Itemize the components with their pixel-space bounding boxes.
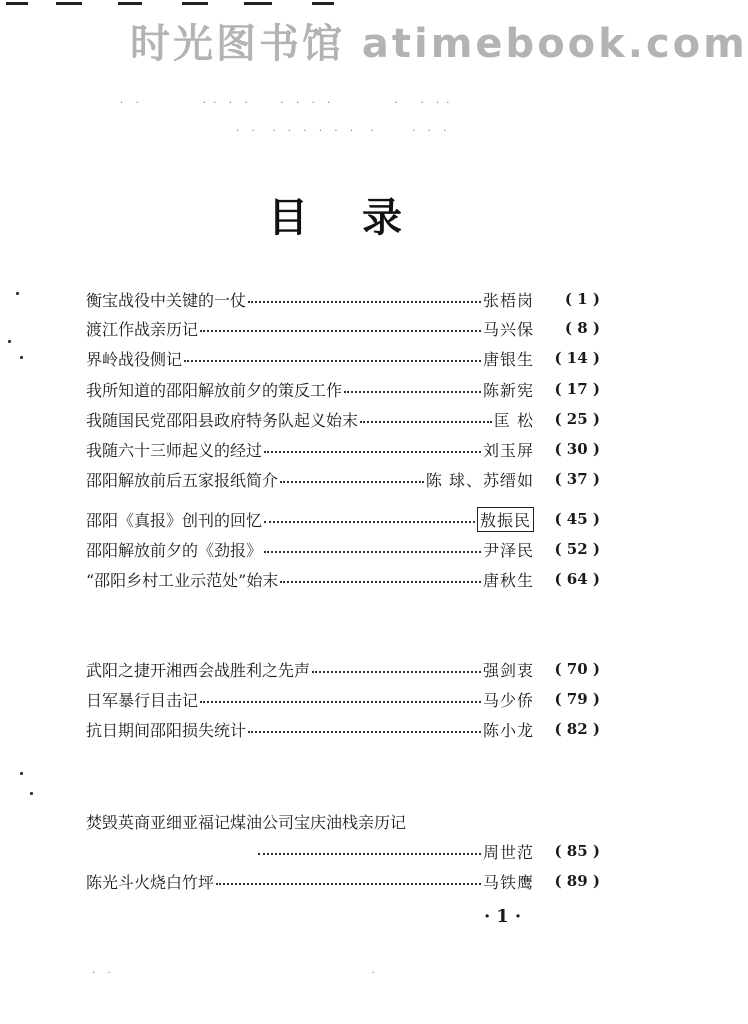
toc-entry bbox=[86, 466, 600, 492]
entry-title: 我随六十三师起义的经过 bbox=[86, 440, 263, 460]
toc-entry bbox=[86, 686, 600, 712]
page-number bbox=[484, 906, 527, 927]
entry-author: 陈新宪 bbox=[482, 380, 534, 400]
toc-entry bbox=[86, 376, 600, 402]
entry-page: ( 17 ) bbox=[554, 380, 600, 398]
entry-author: 尹泽民 bbox=[482, 540, 534, 560]
toc-entry bbox=[86, 315, 600, 341]
entry-page: ( 30 ) bbox=[554, 440, 600, 458]
entry-title: 渡江作战亲历记 bbox=[86, 319, 199, 339]
toc-entry bbox=[86, 868, 600, 894]
entry-page: ( 89 ) bbox=[554, 872, 600, 890]
entry-page: ( 82 ) bbox=[554, 720, 600, 738]
page-number-dash: · bbox=[484, 906, 497, 927]
watermark: 时光图书馆 atimebook.com bbox=[130, 21, 748, 67]
entry-author: 敖振民 bbox=[477, 507, 534, 532]
entry-author: 马兴保 bbox=[482, 319, 534, 339]
toc-entry bbox=[86, 506, 600, 532]
entry-title: 武阳之捷开湘西会战胜利之先声 bbox=[86, 660, 311, 680]
entry-author: 唐银生 bbox=[482, 349, 534, 369]
leader-dots bbox=[200, 701, 481, 703]
entry-page: ( 8 ) bbox=[564, 319, 600, 337]
page-number-dash: · bbox=[514, 906, 528, 927]
leader-dots bbox=[248, 301, 481, 303]
entry-title: 衡宝战役中关键的一仗 bbox=[86, 290, 247, 310]
page-title: 目录 bbox=[268, 194, 456, 241]
entry-author: 陈 球、苏缙如 bbox=[425, 470, 534, 490]
entry-page: ( 1 ) bbox=[564, 290, 600, 308]
entry-page: ( 64 ) bbox=[554, 570, 600, 588]
entry-author: 张梧岗 bbox=[482, 290, 534, 310]
entry-page: ( 70 ) bbox=[554, 660, 600, 678]
toc-entry bbox=[86, 536, 600, 562]
leader-dots bbox=[280, 581, 481, 583]
entry-title: 抗日期间邵阳损失统计 bbox=[86, 720, 247, 740]
margin-mark bbox=[8, 340, 11, 343]
entry-author: 马少侨 bbox=[482, 690, 534, 710]
entry-title: 陈光斗火烧白竹坪 bbox=[86, 872, 215, 892]
toc-entry bbox=[86, 566, 600, 592]
entry-title: 界岭战役侧记 bbox=[86, 349, 183, 369]
entry-author: 陈小龙 bbox=[482, 720, 534, 740]
toc-entry bbox=[86, 436, 600, 462]
entry-author: 周世范 bbox=[482, 842, 534, 862]
entry-author: 匡 松 bbox=[493, 410, 534, 430]
entry-page: ( 45 ) bbox=[554, 510, 600, 528]
leader-dots bbox=[248, 731, 481, 733]
scan-speckles: · · · bbox=[92, 968, 377, 979]
entry-title: 日军暴行目击记 bbox=[86, 690, 199, 710]
page-number-value: 1 bbox=[496, 906, 515, 927]
toc-entry bbox=[86, 838, 600, 864]
toc-entry bbox=[86, 716, 600, 742]
leader-dots bbox=[280, 481, 424, 483]
margin-mark bbox=[16, 292, 19, 295]
entry-title: “邵阳乡村工业示范处”始末 bbox=[86, 570, 279, 590]
leader-dots bbox=[264, 451, 481, 453]
scan-speckles: · · · · · · · · · · · · · · bbox=[120, 98, 452, 109]
top-edge-marks bbox=[0, 0, 674, 8]
entry-page: ( 85 ) bbox=[554, 842, 600, 860]
leader-dots bbox=[184, 360, 481, 362]
scan-speckles: · · · · · · · · · · · · bbox=[236, 126, 449, 137]
toc-entry-title-line bbox=[86, 808, 600, 834]
margin-mark bbox=[20, 356, 23, 359]
leader-dots bbox=[200, 330, 481, 332]
entry-author: 刘玉屏 bbox=[482, 440, 534, 460]
entry-title: 焚毁英商亚细亚福记煤油公司宝庆油栈亲历记 bbox=[86, 812, 407, 832]
entry-title: 我随国民党邵阳县政府特务队起义始末 bbox=[86, 410, 359, 430]
leader-dots bbox=[258, 853, 481, 855]
entry-author: 马铁鹰 bbox=[482, 872, 534, 892]
entry-page: ( 52 ) bbox=[554, 540, 600, 558]
margin-mark bbox=[30, 792, 33, 795]
entry-page: ( 37 ) bbox=[554, 470, 600, 488]
entry-title: 邵阳解放前夕的《劲报》 bbox=[86, 540, 263, 560]
entry-title: 邵阳《真报》创刊的回忆 bbox=[86, 510, 263, 530]
entry-title: 我所知道的邵阳解放前夕的策反工作 bbox=[86, 380, 343, 400]
leader-dots bbox=[216, 883, 481, 885]
toc-entry bbox=[86, 656, 600, 682]
leader-dots bbox=[360, 421, 492, 423]
entry-title: 邵阳解放前后五家报纸简介 bbox=[86, 470, 279, 490]
leader-dots bbox=[344, 391, 481, 393]
entry-page: ( 25 ) bbox=[554, 410, 600, 428]
entry-page: ( 79 ) bbox=[554, 690, 600, 708]
entry-author: 强剑衷 bbox=[482, 660, 534, 680]
toc-entry bbox=[86, 406, 600, 432]
toc-entry bbox=[86, 286, 600, 312]
margin-mark bbox=[20, 772, 23, 775]
leader-dots bbox=[264, 551, 481, 553]
entry-page: ( 14 ) bbox=[554, 349, 600, 367]
leader-dots bbox=[312, 671, 481, 673]
entry-author: 唐秋生 bbox=[482, 570, 534, 590]
leader-dots bbox=[264, 521, 475, 523]
toc-entry bbox=[86, 345, 600, 371]
